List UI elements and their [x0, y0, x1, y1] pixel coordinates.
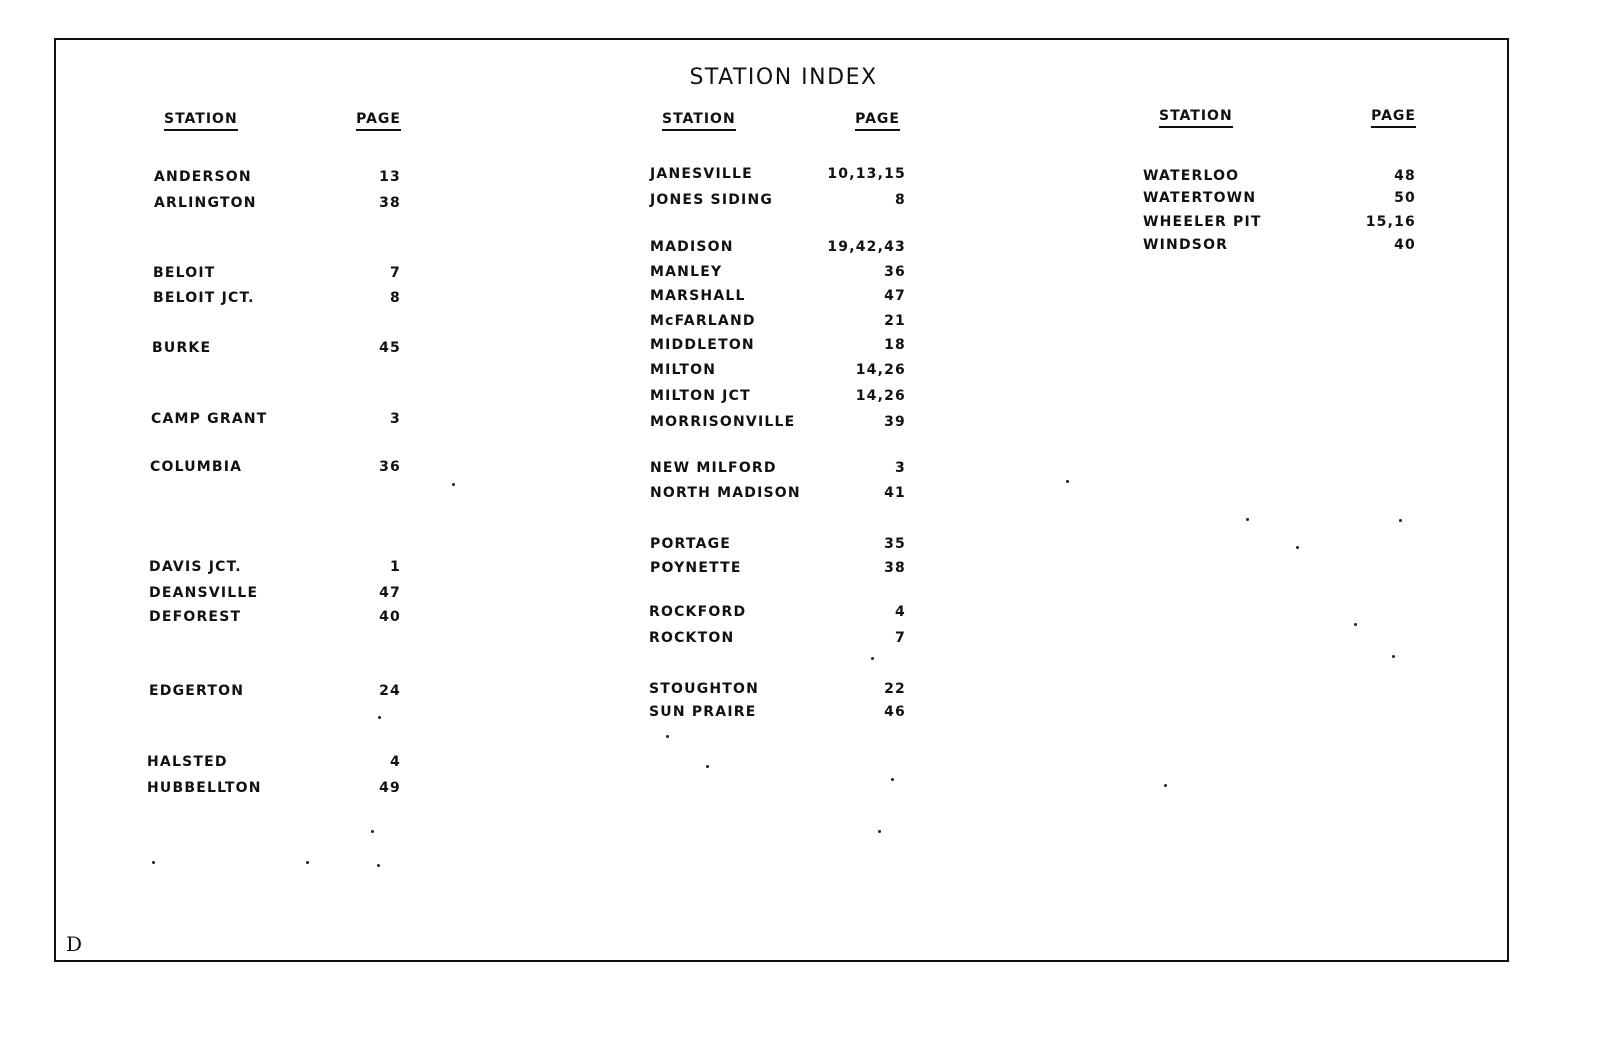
station-name: POYNETTE — [650, 560, 742, 576]
page-number: 38 — [884, 560, 906, 576]
station-name: McFARLAND — [650, 313, 756, 329]
index-row — [646, 360, 906, 380]
station-name: WINDSOR — [1143, 237, 1229, 253]
station-name: ARLINGTON — [154, 195, 257, 211]
station-name: CAMP GRANT — [151, 411, 268, 427]
station-name: JONES SIDING — [650, 192, 774, 208]
index-row — [1141, 212, 1416, 232]
scan-speck — [706, 765, 709, 768]
station-name: DEANSVILLE — [149, 585, 259, 601]
index-row — [1141, 166, 1416, 186]
page-number: 36 — [379, 459, 401, 475]
page-header: PAGE — [356, 110, 401, 131]
page-number: 50 — [1394, 190, 1416, 206]
station-name: WATERLOO — [1143, 168, 1240, 184]
page-number: 48 — [1394, 168, 1416, 184]
page-number: 40 — [1394, 237, 1416, 253]
index-row — [646, 286, 906, 306]
station-name: HALSTED — [147, 754, 228, 770]
index-row — [146, 167, 401, 187]
index-row — [646, 702, 906, 722]
page-number: 38 — [379, 195, 401, 211]
index-row — [646, 190, 906, 210]
index-row — [646, 164, 906, 184]
scan-speck — [378, 716, 381, 719]
page-number: 14,26 — [855, 388, 906, 404]
scan-speck — [891, 778, 894, 781]
index-row — [146, 557, 401, 577]
page-number: 10,13,15 — [827, 166, 906, 182]
page-number: 18 — [884, 337, 906, 353]
page-number: 46 — [884, 704, 906, 720]
scan-speck — [666, 735, 669, 738]
index-column-3 — [1141, 40, 1416, 940]
station-header: STATION — [1159, 107, 1233, 128]
index-row — [146, 583, 401, 603]
index-row — [646, 237, 906, 257]
station-name: HUBBELLTON — [147, 780, 262, 796]
page-number: 22 — [884, 681, 906, 697]
page-number: 19,42,43 — [827, 239, 906, 255]
page-number: 7 — [390, 265, 401, 281]
station-name: ANDERSON — [154, 169, 252, 185]
index-row — [646, 679, 906, 699]
index-row — [646, 262, 906, 282]
page-number: 3 — [390, 411, 401, 427]
station-name: MIDDLETON — [650, 337, 755, 353]
station-name: NEW MILFORD — [650, 460, 777, 476]
index-row — [646, 458, 906, 478]
page-number: 4 — [895, 604, 906, 620]
scan-speck — [1296, 546, 1299, 549]
page-number: 14,26 — [855, 362, 906, 378]
station-name: EDGERTON — [149, 683, 245, 699]
scan-speck — [306, 861, 309, 864]
page-number: 1 — [390, 559, 401, 575]
page-number: 41 — [884, 485, 906, 501]
index-row — [146, 607, 401, 627]
index-row — [646, 311, 906, 331]
scan-speck — [1399, 519, 1402, 522]
index-row — [646, 335, 906, 355]
page-title: STATION INDEX — [689, 65, 878, 90]
index-row — [646, 412, 906, 432]
index-row — [146, 409, 401, 429]
index-sheet — [54, 38, 1509, 962]
station-name: NORTH MADISON — [650, 485, 801, 501]
station-header: STATION — [662, 110, 736, 131]
index-row — [146, 457, 401, 477]
page-number: 24 — [379, 683, 401, 699]
index-row — [146, 752, 401, 772]
scan-speck — [871, 657, 874, 660]
station-name: MADISON — [650, 239, 734, 255]
scan-speck — [1354, 623, 1357, 626]
index-row — [646, 534, 906, 554]
scan-speck — [452, 483, 455, 486]
corner-mark: D — [66, 932, 83, 956]
station-name: MILTON JCT — [650, 388, 751, 404]
page-number: 47 — [379, 585, 401, 601]
station-name: DAVIS JCT. — [149, 559, 242, 575]
station-name: MARSHALL — [650, 288, 746, 304]
page-number: 36 — [884, 264, 906, 280]
index-row — [646, 558, 906, 578]
scan-speck — [1164, 784, 1167, 787]
index-row — [1141, 235, 1416, 255]
index-row — [646, 602, 906, 622]
page-number: 47 — [884, 288, 906, 304]
index-row — [146, 778, 401, 798]
station-name: MILTON — [650, 362, 717, 378]
station-name: ROCKTON — [649, 630, 735, 646]
index-row — [146, 338, 401, 358]
page-number: 45 — [379, 340, 401, 356]
station-name: BELOIT JCT. — [153, 290, 255, 306]
index-row — [646, 386, 906, 406]
page-number: 3 — [895, 460, 906, 476]
index-column-2 — [646, 40, 906, 940]
station-name: ROCKFORD — [649, 604, 747, 620]
index-row — [146, 681, 401, 701]
scan-speck — [377, 864, 380, 867]
page-number: 39 — [884, 414, 906, 430]
station-name: WATERTOWN — [1143, 190, 1257, 206]
station-name: SUN PRAIRE — [649, 704, 757, 720]
page-number: 35 — [884, 536, 906, 552]
station-name: PORTAGE — [650, 536, 732, 552]
scan-speck — [1392, 655, 1395, 658]
station-name: MORRISONVILLE — [650, 414, 796, 430]
page-number: 21 — [884, 313, 906, 329]
station-name: BURKE — [152, 340, 212, 356]
station-name: DEFOREST — [149, 609, 242, 625]
page-header: PAGE — [855, 110, 900, 131]
station-name: BELOIT — [153, 265, 216, 281]
scan-speck — [152, 861, 155, 864]
index-row — [146, 263, 401, 283]
scan-speck — [1246, 518, 1249, 521]
page-number: 49 — [379, 780, 401, 796]
scan-speck — [878, 830, 881, 833]
page-number: 8 — [895, 192, 906, 208]
station-header: STATION — [164, 110, 238, 131]
page-number: 7 — [895, 630, 906, 646]
page-number: 4 — [390, 754, 401, 770]
station-name: JANESVILLE — [650, 166, 753, 182]
page-number: 15,16 — [1365, 214, 1416, 230]
index-row — [1141, 188, 1416, 208]
page-header: PAGE — [1371, 107, 1416, 128]
page-number: 8 — [390, 290, 401, 306]
index-column-1 — [146, 40, 401, 940]
index-row — [146, 288, 401, 308]
index-row — [146, 193, 401, 213]
station-name: COLUMBIA — [150, 459, 243, 475]
station-name: WHEELER PIT — [1143, 214, 1262, 230]
scan-speck — [1066, 480, 1069, 483]
station-name: MANLEY — [650, 264, 723, 280]
index-row — [646, 628, 906, 648]
page-number: 40 — [379, 609, 401, 625]
page-number: 13 — [379, 169, 401, 185]
scan-speck — [371, 830, 374, 833]
index-row — [646, 483, 906, 503]
station-name: STOUGHTON — [649, 681, 760, 697]
